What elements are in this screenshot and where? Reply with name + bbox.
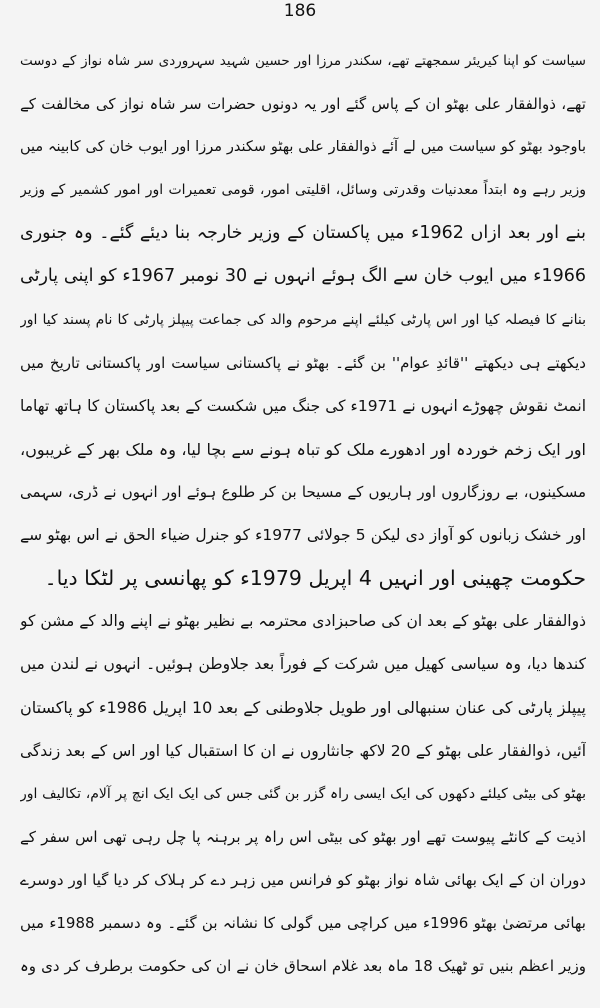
text-line-12: اور خشک زبانوں کو آواز دی لیکن 5 جولائی 1977ء کو جنرل ضیاء الحق نے اس بھٹو سے <box>20 526 586 545</box>
text-line-20: دوران ان کے ایک بھائی شاہ نواز بھٹو کو فرانس میں زہر دے کر ہلاک کر دیا گیا اور دوسرے <box>20 870 586 889</box>
text-line-7: بنانے کا فیصلہ کیا اور اس پارٹی کیلئے اپنے مرحوم والد کی جماعت پیپلز پارٹی کا نام پسند کیا اور <box>20 311 586 328</box>
text-line-8: دیکھتے ہی دیکھتے ''قائدِ عوام'' بن گئے۔ بھٹو نے پاکستانی سیاست اور پاکستانی تاریخ میں <box>20 353 586 372</box>
text-line-10: اور ایک زخم خوردہ اور ادھورے ملک کو تباہ ہونے سے بچا لیا، وہ ملک بھر کے غریبوں، <box>20 439 586 459</box>
text-line-2: تھے، ذوالفقار علی بھٹو ان کے پاس گئے اور یہ دونوں حضرات سر شاہ نواز کی مخالفت کے <box>20 95 586 114</box>
text-line-9: انمٹ نقوش چھوڑے انہوں نے 1971ء کی جنگ میں شکست کے بعد پاکستان کا ہاتھ تھاما <box>20 396 586 415</box>
text-line-11: مسکینوں، بے روزگاروں اور ہاریوں کے مسیحا بن کر طلوع ہوئے اور انہوں نے ڈری، سہمی <box>20 482 586 501</box>
text-line-19: اذیت کے کانٹے پیوست تھے اور بھٹو کی بیٹی اس راہ پر برہنہ پا چل رہی تھی اس سفر کے <box>20 827 586 846</box>
text-line-21: بھائی مرتضیٰ بھٹو 1996ء میں کراچی میں گولی کا نشانہ بن گئے۔ وہ دسمبر 1988ء میں <box>20 913 586 932</box>
text-line-14: ذوالفقار علی بھٹو کے بعد ان کی صاحبزادی محترمہ بے نظیر بھٹو نے اپنے والد کے مشن کو <box>20 612 586 631</box>
text-line-5: بنے اور بعد ازاں 1962ء میں پاکستان کے وزیر خارجہ بنا دیئے گئے۔ وہ جنوری <box>20 223 586 244</box>
text-line-15: کندھا دیا، وہ سیاسی کھیل میں شرکت کے فوراً بعد جلاوطن ہوئیں۔ انہوں نے لندن میں <box>20 655 586 674</box>
text-line-3: باوجود بھٹو کو سیاست میں لے آئے ذوالفقار علی بھٹو سکندر مرزا اور ایوب خان کی کابینہ میں <box>20 139 586 156</box>
text-line-22: وزیر اعظم بنیں تو ٹھیک 18 ماہ بعد غلام اسحاق خان نے ان کی حکومت برطرف کر دی وہ <box>20 956 586 975</box>
text-line-18: بھٹو کی بیٹی کیلئے دکھوں کی ایک ایسی راہ گزر بن گئی جس کی ایک ایک انچ پر آلام، تکالیف اور <box>20 785 586 802</box>
text-line-1: سیاست کو اپنا کیریئر سمجھتے تھے، سکندر مرزا اور حسین شہید سہروردی سر شاہ نواز کے دوست <box>20 53 586 69</box>
text-line-4: وزیر رہے وہ ابتداً معدنیات وقدرتی وسائل، اقلیتی امور، قومی تعمیرات اور امور کشمیر کے وزیر <box>20 182 586 199</box>
text-line-17: آئیں، ذوالفقار علی بھٹو کے 20 لاکھ جانثاروں نے ان کا استقبال کیا اور اس کے بعد زندگی <box>20 741 586 760</box>
page-number: 186 <box>283 1 317 21</box>
text-line-16: پیپلز پارٹی کی عنان سنبھالی اور طویل جلاوطنی کے بعد 10 اپریل 1986ء کو پاکستان <box>20 698 586 718</box>
text-line-13: حکومت چھینی اور انہیں 4 اپریل 1979ء کو پھانسی پر لٹکا دیا۔ <box>44 566 586 591</box>
body-text <box>20 40 586 988</box>
text-line-6: 1966ء میں ایوب خان سے الگ ہوئے انہوں نے 30 نومبر 1967ء کو اپنی پارٹی <box>20 266 586 287</box>
